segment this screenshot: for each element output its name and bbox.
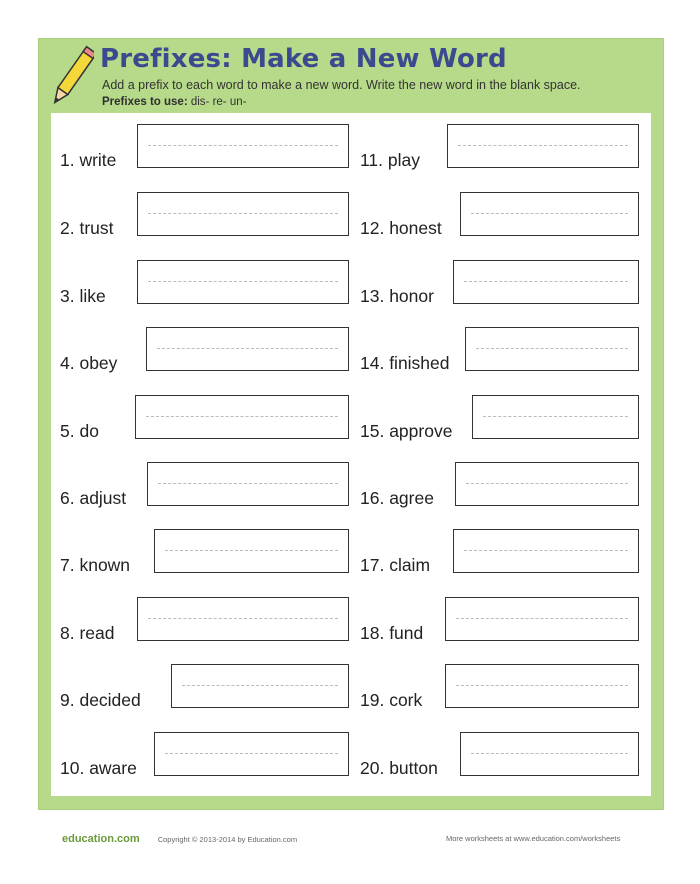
answer-box[interactable]: [460, 192, 639, 236]
item-label: 13. honor: [360, 286, 434, 306]
answer-box[interactable]: [453, 260, 639, 304]
item-label: 4. obey: [60, 353, 118, 373]
answer-box[interactable]: [154, 732, 349, 776]
item-label: 14. finished: [360, 353, 450, 373]
prefixes-line: [102, 96, 246, 108]
item-label: 5. do: [60, 421, 99, 441]
answer-box[interactable]: [460, 732, 639, 776]
footer-more-worksheets: More worksheets at www.education.com/worksheets: [446, 834, 621, 843]
page-title: Prefixes: Make a New Word: [100, 44, 507, 74]
answer-box[interactable]: [137, 597, 349, 641]
item-label: 15. approve: [360, 421, 453, 441]
answer-box[interactable]: [445, 664, 639, 708]
item-label: 6. adjust: [60, 488, 127, 508]
answer-box[interactable]: [455, 462, 639, 506]
prefixes-label: Prefixes to use:: [102, 96, 188, 108]
item-label: 12. honest: [360, 218, 442, 238]
item-label: 1. write: [60, 150, 117, 170]
instructions-text: Add a prefix to each word to make a new word. Write the new word in the blank space.: [102, 78, 581, 92]
answer-box[interactable]: [147, 462, 349, 506]
item-label: 19. cork: [360, 690, 423, 710]
item-label: 9. decided: [60, 690, 141, 710]
prefixes-value: dis- re- un-: [190, 96, 247, 108]
pencil-icon: [50, 42, 94, 114]
answer-box[interactable]: [135, 395, 349, 439]
item-label: 8. read: [60, 623, 115, 643]
answer-box[interactable]: [146, 327, 349, 371]
answer-box[interactable]: [137, 192, 349, 236]
footer-left: [62, 833, 297, 845]
answer-box[interactable]: [171, 664, 349, 708]
copyright-text: Copyright © 2013-2014 by Education.com: [157, 835, 298, 844]
item-label: 3. like: [60, 286, 106, 306]
education-logo: education.com: [62, 833, 140, 845]
item-label: 17. claim: [360, 555, 431, 575]
answer-box[interactable]: [137, 124, 349, 168]
answer-box[interactable]: [447, 124, 639, 168]
answer-box[interactable]: [453, 529, 639, 573]
item-label: 7. known: [60, 555, 131, 575]
item-label: 10. aware: [60, 758, 137, 778]
answer-box[interactable]: [465, 327, 639, 371]
answer-box[interactable]: [137, 260, 349, 304]
answer-box[interactable]: [472, 395, 639, 439]
answer-box[interactable]: [154, 529, 349, 573]
item-label: 20. button: [360, 758, 438, 778]
item-label: 2. trust: [60, 218, 114, 238]
item-label: 16. agree: [360, 488, 434, 508]
answer-box[interactable]: [445, 597, 639, 641]
item-label: 11. play: [360, 150, 420, 170]
item-label: 18. fund: [360, 623, 424, 643]
